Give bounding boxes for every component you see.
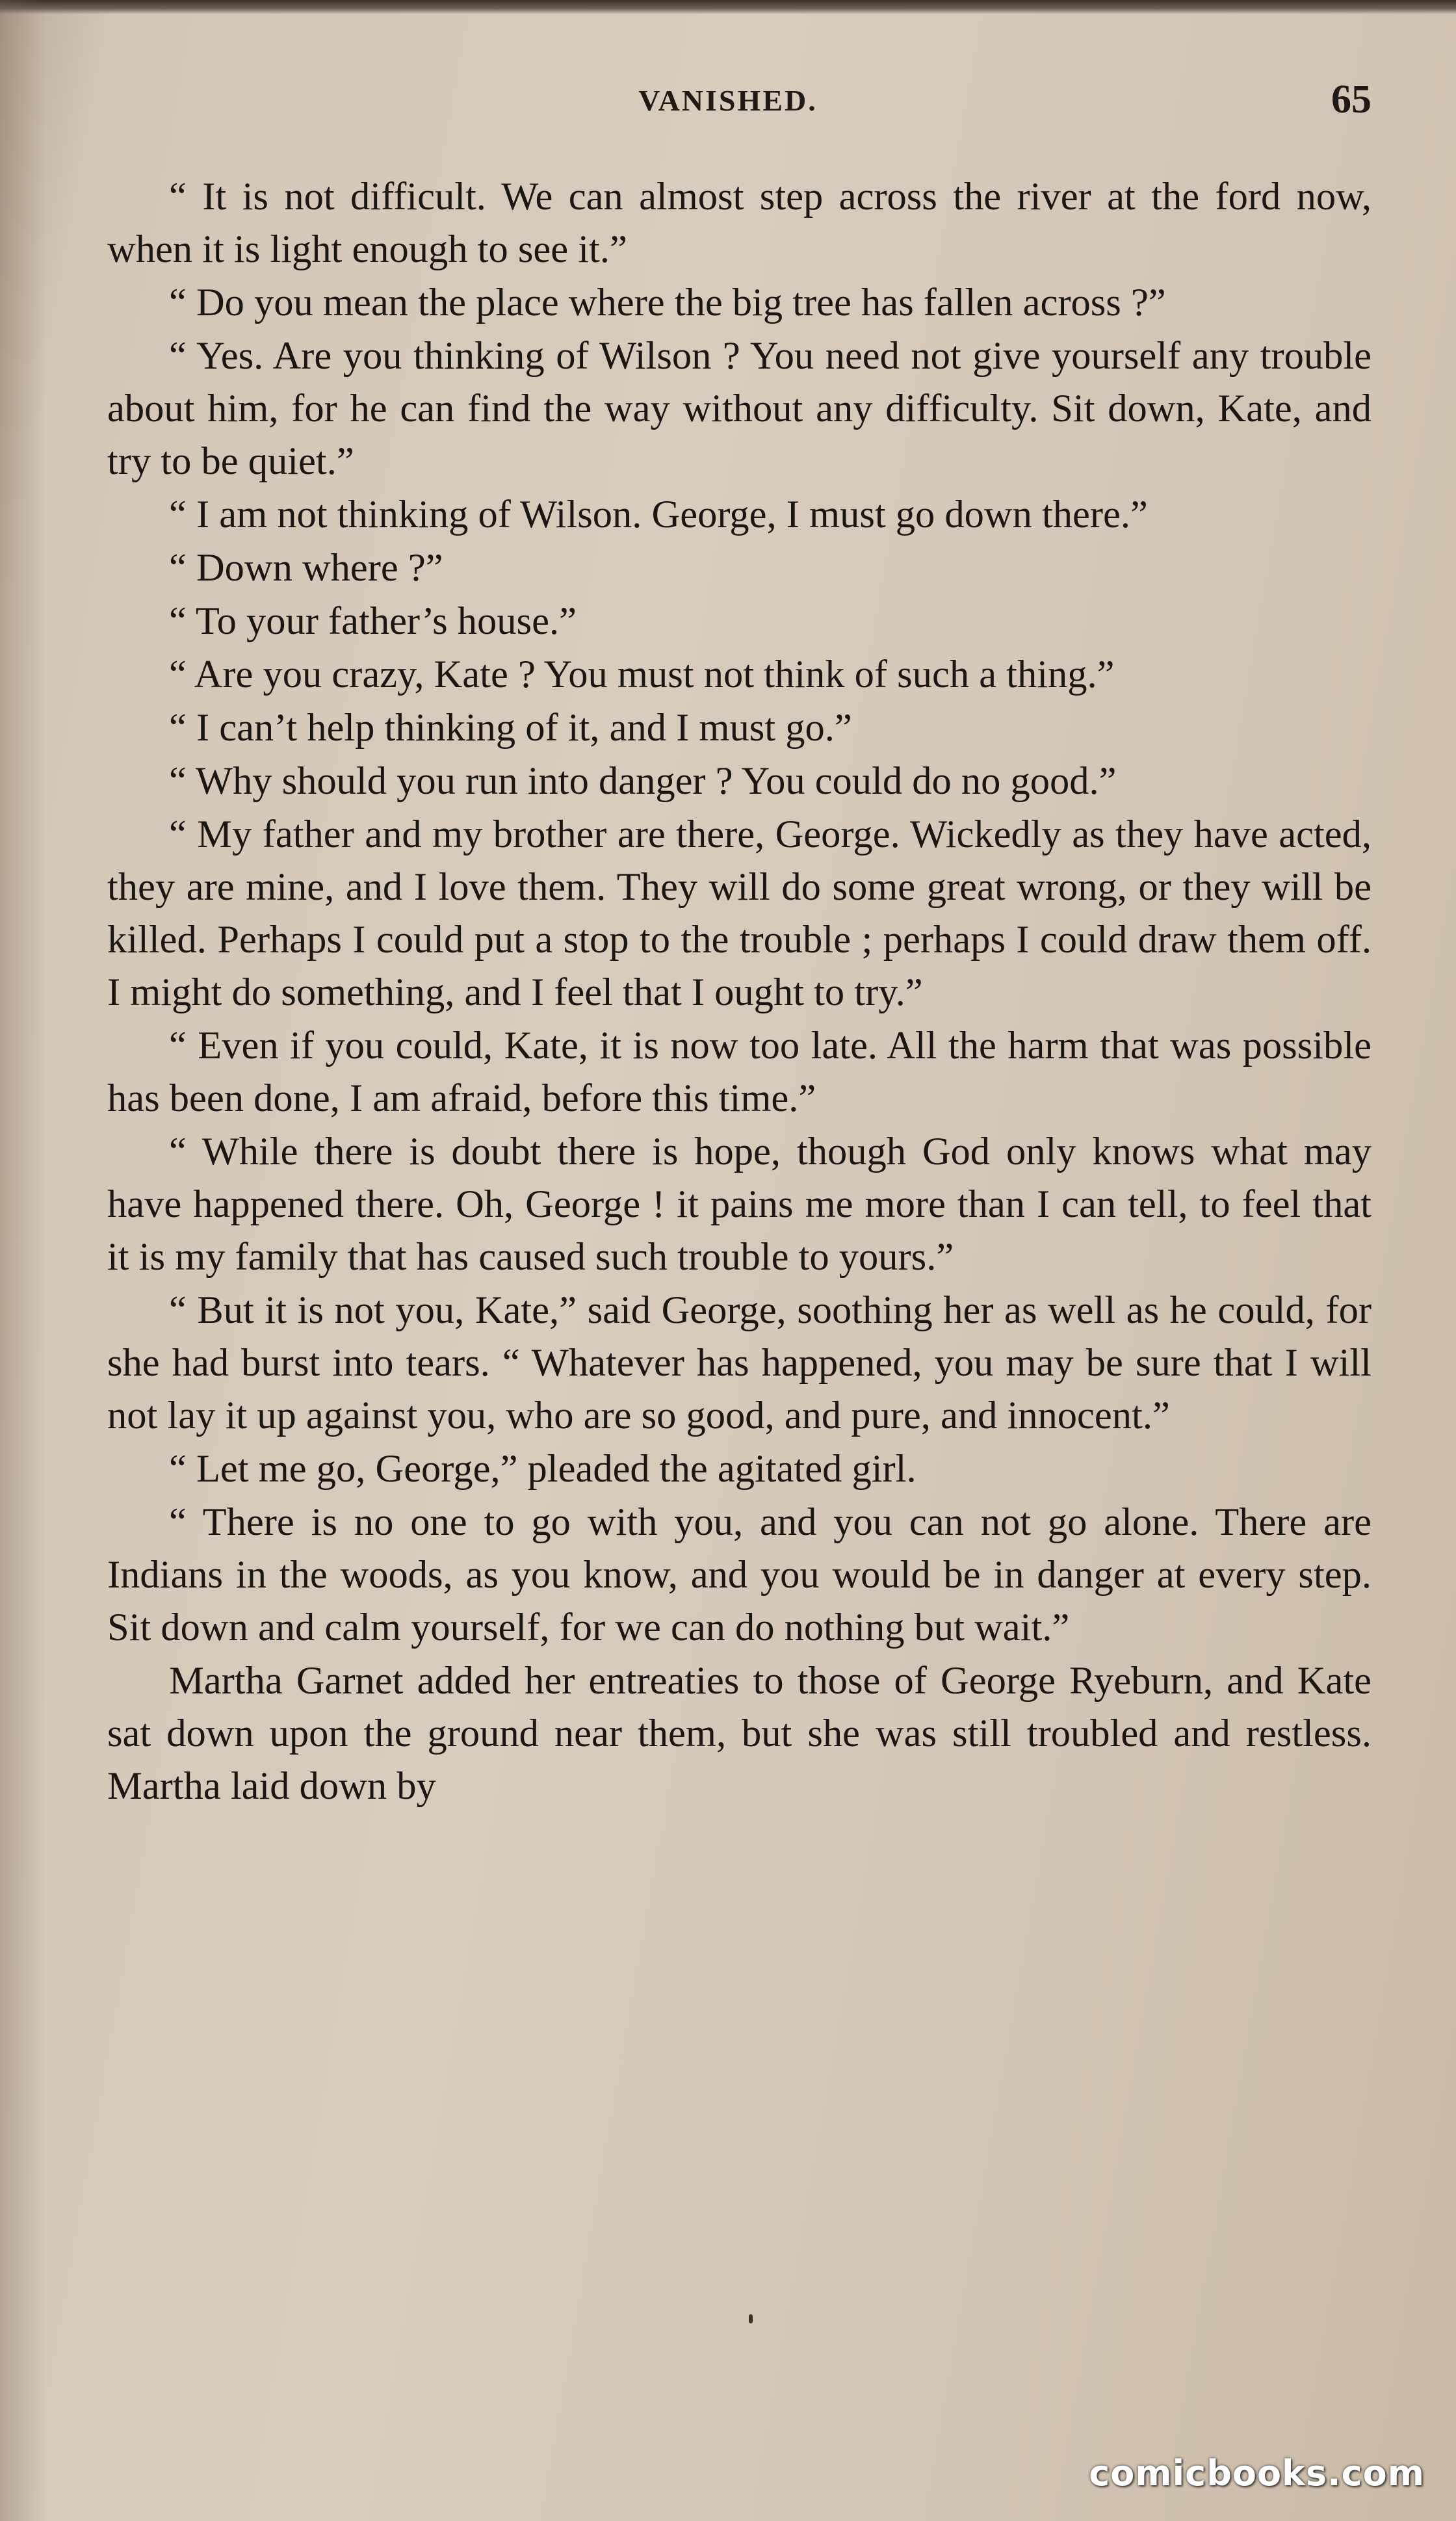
paragraph: “ Do you mean the place where the big tree has fallen across ?” [169, 281, 1166, 324]
paragraph: Martha Garnet added her entreaties to those of George Ryeburn, and Kate sat down upon the ground near them, but she was still troubled and restless. Martha laid down by [107, 1659, 1372, 1808]
body-text [107, 170, 1372, 1813]
paragraph: “ I can’t help thinking of it, and I must go.” [169, 706, 852, 750]
ink-speck [749, 2314, 753, 2323]
running-title: VANISHED. [638, 84, 818, 117]
paragraph: “ Why should you run into danger ? You could do no good.” [169, 759, 1117, 803]
paragraph: “ It is not difficult. We can almost step across the river at the ford now, when it is light enough to see it.” [107, 175, 1372, 271]
paragraph: “ To your father’s house.” [169, 599, 577, 643]
paragraph: “ My father and my brother are there, George. Wickedly as they have acted, they are mine, and I love them. They will do some great wrong, or they will be killed. Perhaps I could put a stop to the trouble ; perhaps I could draw them off. I might do something, and I feel that I ought to try.” [107, 813, 1372, 1014]
page-gutter-shadow [0, 0, 46, 2521]
running-head [0, 77, 1456, 129]
paragraph: “ While there is doubt there is hope, though God only knows what may have happened there. Oh, George ! it pains me more than I can tell, to feel that it is my family that has caused such trouble to yours.” [107, 1130, 1372, 1279]
paragraph: “ Down where ?” [169, 546, 443, 590]
paragraph: “ Are you crazy, Kate ? You must not think of such a thing.” [169, 653, 1115, 696]
paragraph: “ Yes. Are you thinking of Wilson ? You need not give yourself any trouble about him, for he can find the way without any difficulty. Sit down, Kate, and try to be quiet.” [107, 334, 1372, 483]
paragraph: “ There is no one to go with you, and you can not go alone. There are Indians in the woods, as you know, and you would be in danger at every step. Sit down and calm yourself, for we can do nothing but wait.” [107, 1500, 1372, 1649]
paragraph: “ I am not thinking of Wilson. George, I must go down there.” [169, 493, 1148, 536]
paragraph: “ But it is not you, Kate,” said George, soothing her as well as he could, for she had burst into tears. “ Whatever has happened, you may be sure that I will not lay it up against you, who are so good, and pure, and innocent.” [107, 1288, 1372, 1437]
watermark: comicbooks.com [1089, 2453, 1425, 2494]
page-number: 65 [1331, 77, 1372, 122]
paragraph: “ Let me go, George,” pleaded the agitated girl. [169, 1447, 916, 1491]
paragraph: “ Even if you could, Kate, it is now too late. All the harm that was possible has been done, I am afraid, before this time.” [107, 1024, 1372, 1120]
page-top-edge [0, 0, 1456, 14]
